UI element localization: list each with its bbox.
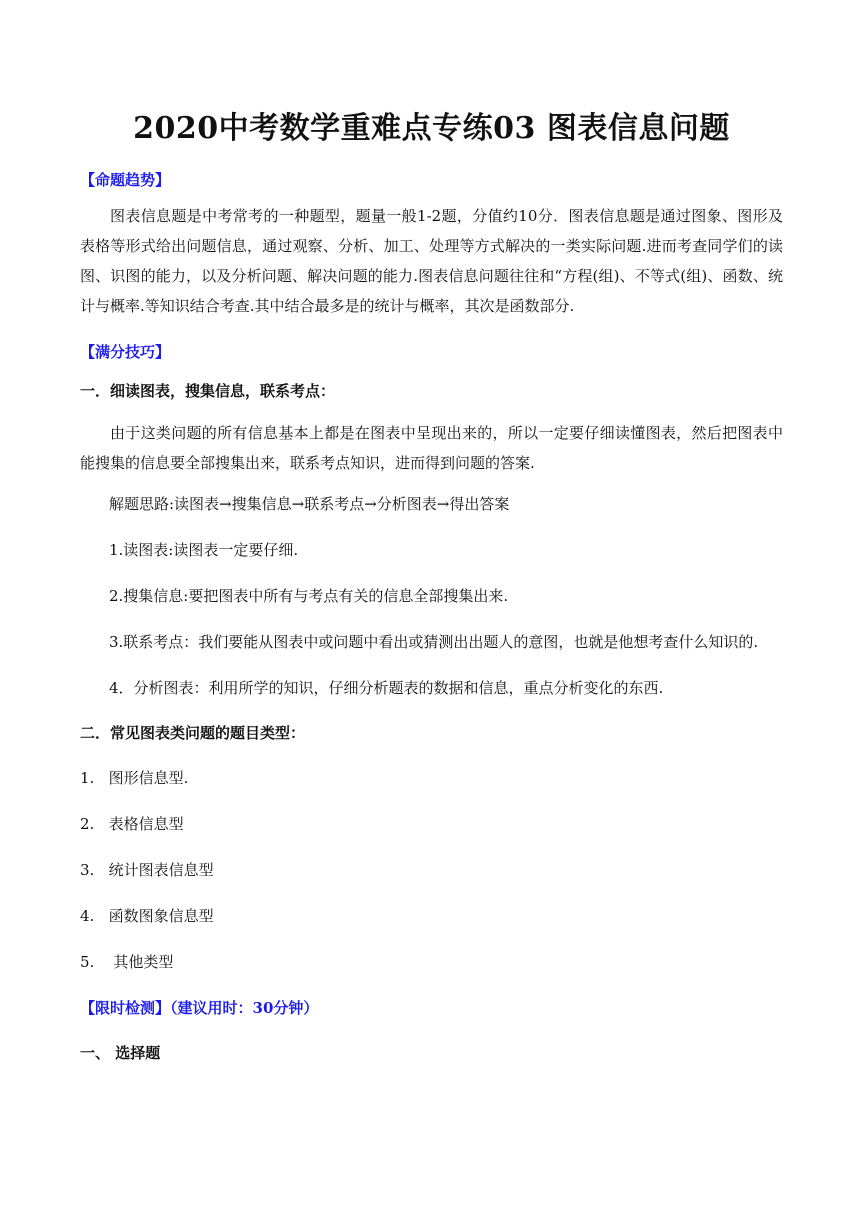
step-line: 4．分析图表：利用所学的知识，仔细分析题表的数据和信息，重点分析变化的东西.: [109, 679, 664, 697]
step-line: 1.读图表:读图表一定要仔细.: [109, 541, 299, 559]
skills-heading: 【满分技巧】: [80, 343, 171, 361]
type-item: 4. 函数图象信息型: [80, 907, 214, 925]
type-item: 5. 其他类型: [80, 953, 174, 971]
part1-heading: 一．细读图表，搜集信息，联系考点：: [80, 382, 336, 400]
type-item: 3. 统计图表信息型: [80, 861, 214, 879]
type-item: 2. 表格信息型: [80, 815, 184, 833]
part2-heading: 二．常见图表类问题的题目类型：: [80, 724, 306, 742]
trend-heading: 【命题趋势】: [80, 171, 171, 189]
test-heading: 【限时检测】（建议用时：30分钟）: [80, 999, 319, 1017]
page-title: 2020中考数学重难点专练03 图表信息问题: [133, 111, 730, 146]
step-line: 3.联系考点：我们要能从图表中或问题中看出或猜测出出题人的意图，也就是他想考查什么知识的.: [109, 633, 759, 651]
part1-paragraph: 由于这类问题的所有信息基本上都是在图表中呈现出来的，所以一定要仔细读懂图表，然后把图表中能搜集的信息要全部搜集出来，联系考点知识，进而得到问题的答案.: [80, 424, 783, 472]
step-line: 2.搜集信息:要把图表中所有与考点有关的信息全部搜集出来.: [109, 587, 509, 605]
approach-line: 解题思路:读图表→搜集信息→联系考点→分析图表→得出答案: [109, 495, 510, 513]
choice-section-heading: 一、 选择题: [80, 1044, 161, 1062]
trend-paragraph: 图表信息题是中考常考的一种题型，题量一般1-2题，分值约10分．图表信息题是通过图象、图形及表格等形式给出问题信息，通过观察、分析、加工、处理等方式解决的一类实际问题.进而考查同学们的读图、识图的能力，以及分析问题、解决问题的能力.图表信息问题往往和“方程(组)、不等式(组)、函数、统计与概率.等知识结合考查.其中结合最多是的统计与概率，其次是函数部分.: [80, 207, 783, 315]
type-item: 1. 图形信息型.: [80, 769, 189, 787]
